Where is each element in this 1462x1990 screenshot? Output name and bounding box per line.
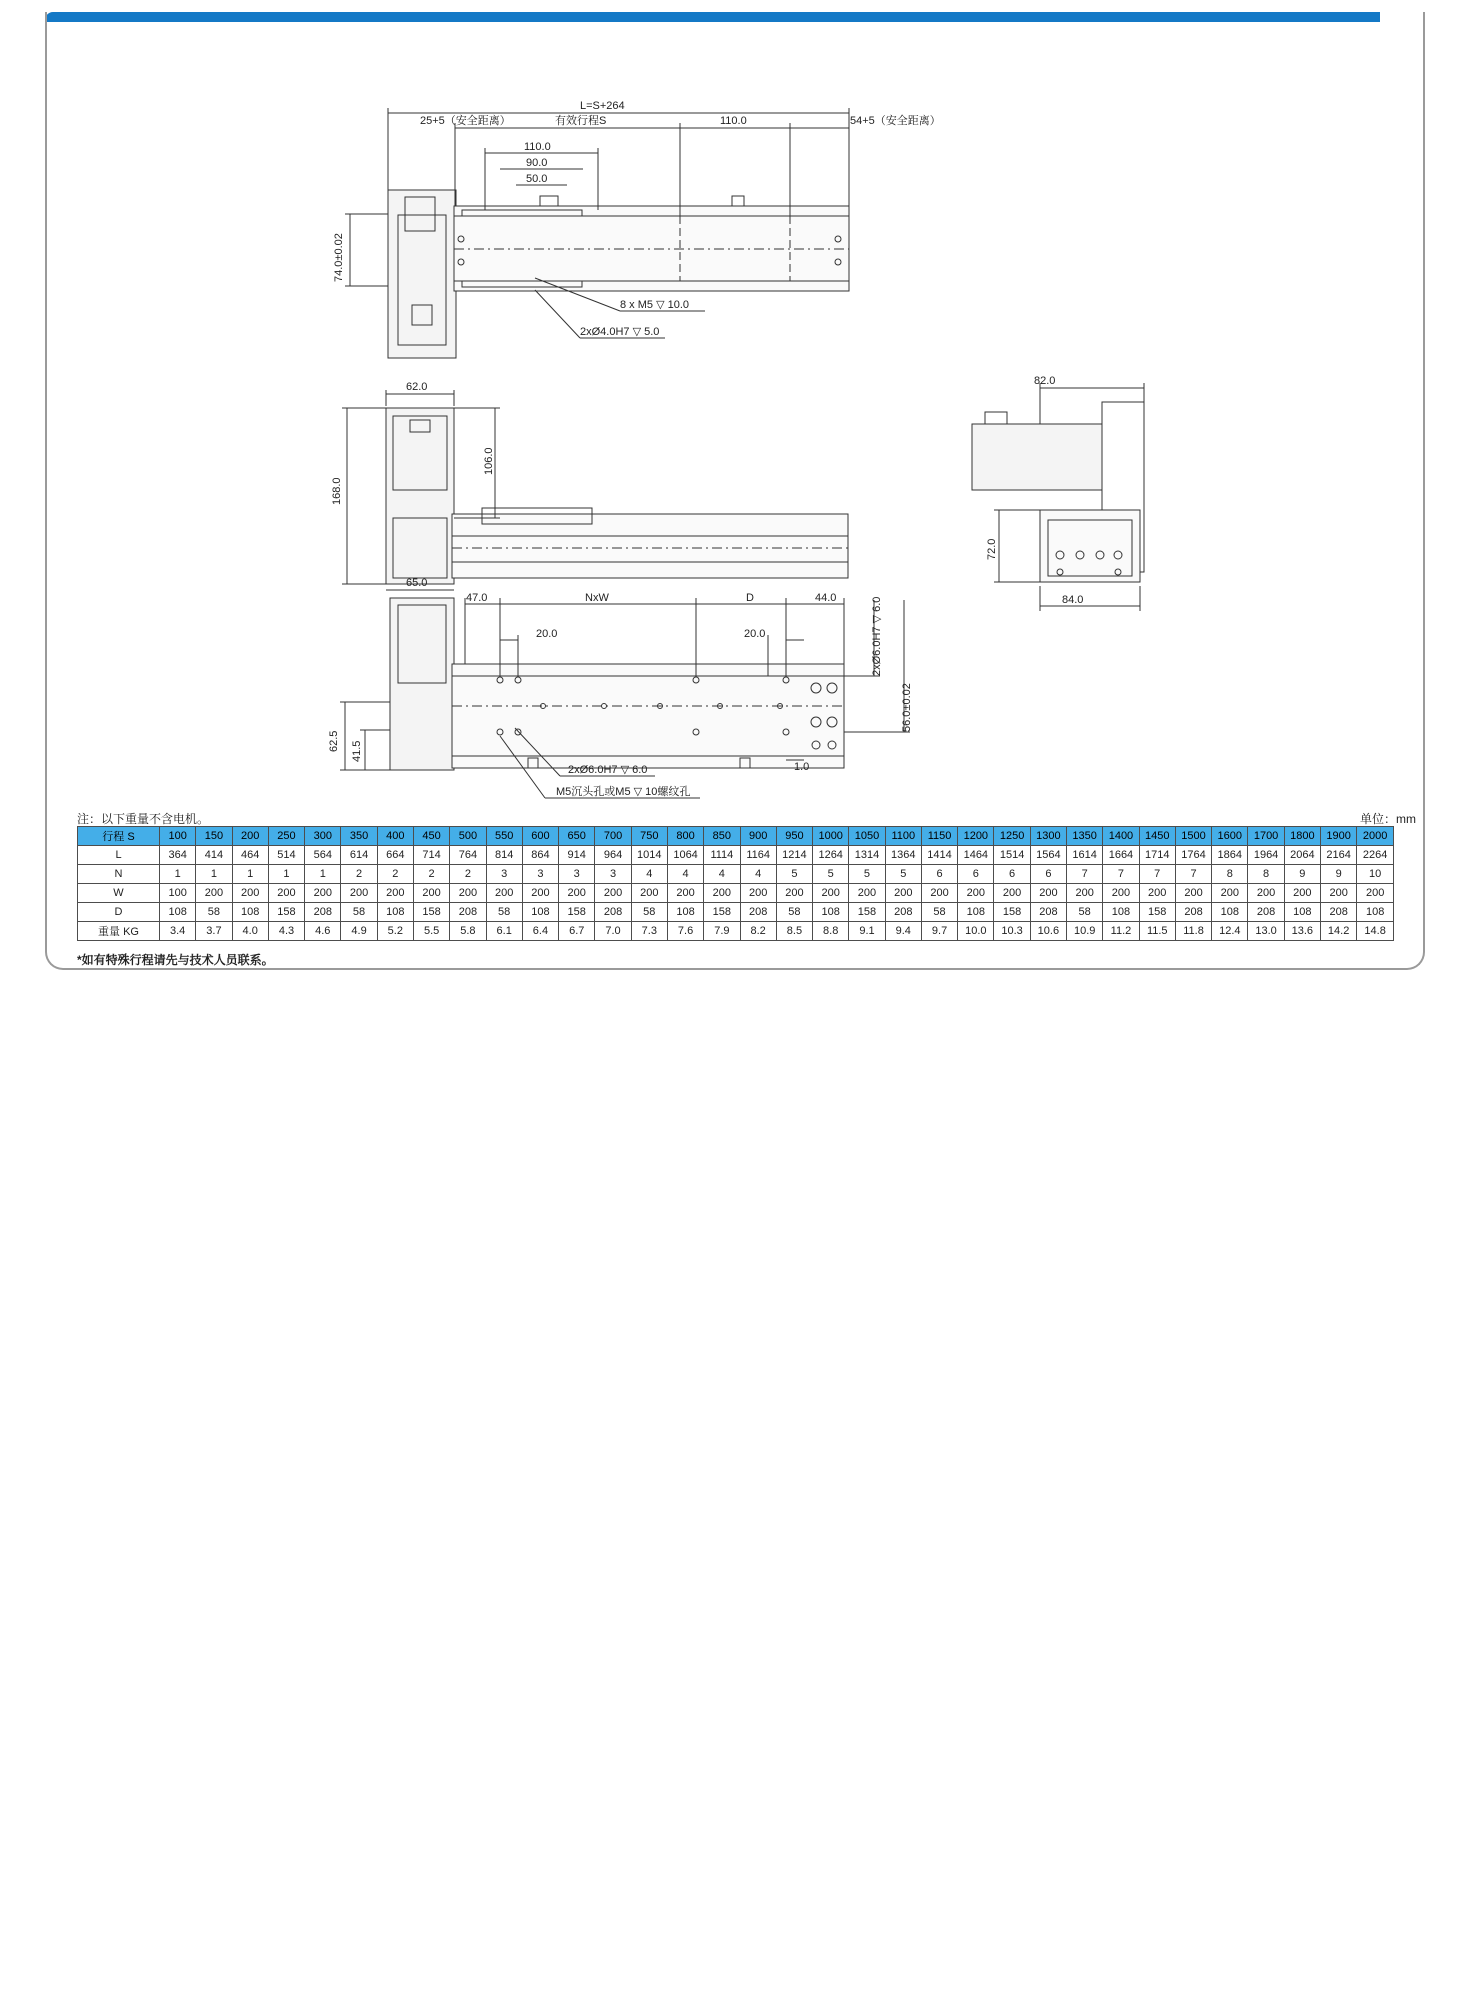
table-cell: 108 (1103, 903, 1139, 922)
table-cell: 108 (377, 903, 413, 922)
table-cell: 10.9 (1067, 922, 1103, 941)
page-title: 【RU 电机右上折】 (62, 30, 335, 65)
table-cell: 714 (413, 846, 449, 865)
dim-width-65: 65.0 (406, 577, 428, 589)
table-cell: 6.4 (522, 922, 558, 941)
table-cell: 200 (486, 884, 522, 903)
table-cell: 7.6 (667, 922, 703, 941)
table-cell: 58 (1067, 903, 1103, 922)
table-cell: 1014 (631, 846, 667, 865)
table-cell: 10.3 (994, 922, 1030, 941)
dim-width-84: 84.0 (1062, 594, 1084, 606)
table-header-cell: 700 (595, 827, 631, 846)
table-cell: 58 (776, 903, 812, 922)
dim-width-56: 56.0±0.02 (901, 683, 913, 732)
table-cell: 7 (1139, 865, 1175, 884)
table-header-cell: 1700 (1248, 827, 1284, 846)
table-cell: 414 (196, 846, 232, 865)
table-cell: 200 (522, 884, 558, 903)
table-cell: 208 (450, 903, 486, 922)
table-cell: 1 (232, 865, 268, 884)
table-cell: 4 (631, 865, 667, 884)
table-cell: 108 (160, 903, 196, 922)
table-cell: 200 (1357, 884, 1394, 903)
dim-height-168: 168.0 (331, 477, 343, 505)
table-header-cell: 1050 (849, 827, 885, 846)
table-cell: 8.8 (813, 922, 849, 941)
table-cell: 11.8 (1175, 922, 1211, 941)
table-cell: 1314 (849, 846, 885, 865)
table-header-cell: 650 (559, 827, 595, 846)
table-row (78, 846, 1394, 865)
table-cell: 158 (994, 903, 1030, 922)
table-cell: 208 (1030, 903, 1066, 922)
table-cell: 1264 (813, 846, 849, 865)
table-cell: 58 (196, 903, 232, 922)
table-cell: 200 (413, 884, 449, 903)
table-cell: 5.8 (450, 922, 486, 941)
table-cell: 7.9 (704, 922, 740, 941)
table-cell: 200 (305, 884, 341, 903)
table-cell: 4 (667, 865, 703, 884)
table-cell: 10.0 (958, 922, 994, 941)
table-header-cell: 600 (522, 827, 558, 846)
dim-47: 47.0 (466, 592, 488, 604)
table-header-cell: 300 (305, 827, 341, 846)
unit-note: 单位：mm (1360, 812, 1416, 826)
note-pin-holes-bottom: 2xØ6.0H7 ▽ 6.0 (568, 764, 648, 776)
table-header-cell: 150 (196, 827, 232, 846)
dim-50: 50.0 (526, 173, 548, 185)
table-header-cell: 1150 (921, 827, 957, 846)
table-cell: 200 (740, 884, 776, 903)
table-cell: 200 (849, 884, 885, 903)
table-cell: 7.0 (595, 922, 631, 941)
dim-d: D (746, 592, 754, 604)
table-cell: 8 (1248, 865, 1284, 884)
table-cell: 1764 (1175, 846, 1211, 865)
table-row (78, 865, 1394, 884)
table-cell: 5 (813, 865, 849, 884)
table-cell: 664 (377, 846, 413, 865)
table-cell: 614 (341, 846, 377, 865)
dim-1: 1.0 (794, 761, 810, 773)
table-cell: 1664 (1103, 846, 1139, 865)
table-row-label: N (78, 865, 160, 884)
table-cell: 208 (595, 903, 631, 922)
table-header-label: 行程 S (78, 827, 160, 846)
table-cell: 158 (849, 903, 885, 922)
table-cell: 10.6 (1030, 922, 1066, 941)
table-cell: 564 (305, 846, 341, 865)
table-cell: 964 (595, 846, 631, 865)
table-cell: 514 (268, 846, 304, 865)
table-cell: 158 (704, 903, 740, 922)
table-cell: 200 (667, 884, 703, 903)
table-cell: 7 (1175, 865, 1211, 884)
table-cell: 6.7 (559, 922, 595, 941)
table-cell: 1 (160, 865, 196, 884)
table-cell: 200 (1212, 884, 1248, 903)
table-cell: 8.2 (740, 922, 776, 941)
table-cell: 11.2 (1103, 922, 1139, 941)
table-cell: 208 (1321, 903, 1357, 922)
table-row-label: W (78, 884, 160, 903)
table-cell: 2264 (1357, 846, 1394, 865)
table-cell: 1114 (704, 846, 740, 865)
table-cell: 200 (1067, 884, 1103, 903)
table-cell: 58 (921, 903, 957, 922)
table-header-cell: 200 (232, 827, 268, 846)
table-header-cell: 1450 (1139, 827, 1175, 846)
table-cell: 13.0 (1248, 922, 1284, 941)
table-cell: 208 (1175, 903, 1211, 922)
table-header-cell: 900 (740, 827, 776, 846)
table-cell: 7 (1103, 865, 1139, 884)
table-cell: 4 (704, 865, 740, 884)
table-cell: 6 (958, 865, 994, 884)
table-cell: 208 (885, 903, 921, 922)
table-cell: 464 (232, 846, 268, 865)
dim-height-72: 72.0 (986, 538, 998, 560)
dim-20-right: 20.0 (744, 628, 766, 640)
table-cell: 7 (1067, 865, 1103, 884)
table-cell: 9 (1284, 865, 1320, 884)
table-row-label: L (78, 846, 160, 865)
table-cell: 1964 (1248, 846, 1284, 865)
table-cell: 200 (1175, 884, 1211, 903)
dim-width-82: 82.0 (1034, 375, 1056, 387)
table-cell: 5 (885, 865, 921, 884)
table-cell: 5.2 (377, 922, 413, 941)
table-cell: 13.6 (1284, 922, 1320, 941)
table-cell: 200 (776, 884, 812, 903)
table-cell: 2 (450, 865, 486, 884)
table-cell: 10 (1357, 865, 1394, 884)
table-cell: 4.9 (341, 922, 377, 941)
table-cell: 1514 (994, 846, 1030, 865)
table-header-cell: 1900 (1321, 827, 1357, 846)
dim-total-length: L=S+264 (580, 100, 625, 112)
table-header-cell: 450 (413, 827, 449, 846)
dim-height-106: 106.0 (483, 447, 495, 475)
technical-drawing (0, 0, 1462, 820)
table-cell: 200 (1103, 884, 1139, 903)
table-row-label: D (78, 903, 160, 922)
table-header-cell: 350 (341, 827, 377, 846)
table-header-cell: 1300 (1030, 827, 1066, 846)
table-cell: 9.4 (885, 922, 921, 941)
table-cell: 208 (740, 903, 776, 922)
dim-110: 110.0 (524, 141, 551, 153)
table-header-cell: 1400 (1103, 827, 1139, 846)
table-cell: 200 (268, 884, 304, 903)
table-row (78, 884, 1394, 903)
table-cell: 1364 (885, 846, 921, 865)
table-header-cell: 100 (160, 827, 196, 846)
table-cell: 6 (1030, 865, 1066, 884)
table-cell: 200 (196, 884, 232, 903)
table-cell: 200 (994, 884, 1030, 903)
table-header-cell: 2000 (1357, 827, 1394, 846)
table-cell: 158 (413, 903, 449, 922)
table-cell: 108 (232, 903, 268, 922)
table-cell: 200 (1248, 884, 1284, 903)
table-cell: 1464 (958, 846, 994, 865)
table-cell: 200 (885, 884, 921, 903)
table-header-cell: 250 (268, 827, 304, 846)
table-cell: 6.1 (486, 922, 522, 941)
table-cell: 2 (377, 865, 413, 884)
table-header-cell: 1000 (813, 827, 849, 846)
table-cell: 2064 (1284, 846, 1320, 865)
table-cell: 158 (268, 903, 304, 922)
table-cell: 158 (1139, 903, 1175, 922)
table-cell: 864 (522, 846, 558, 865)
table-header-cell: 500 (450, 827, 486, 846)
table-header-row (78, 827, 1394, 846)
table-cell: 158 (559, 903, 595, 922)
table-header-cell: 1200 (958, 827, 994, 846)
dim-width-62: 62.0 (406, 381, 428, 393)
table-cell: 1414 (921, 846, 957, 865)
table-cell: 200 (1284, 884, 1320, 903)
table-cell: 3 (522, 865, 558, 884)
table-cell: 208 (1248, 903, 1284, 922)
table-header-cell: 1100 (885, 827, 921, 846)
table-cell: 1614 (1067, 846, 1103, 865)
table-header-cell: 1800 (1284, 827, 1320, 846)
note-pin-holes: 2xØ4.0H7 ▽ 5.0 (580, 326, 660, 338)
table-row-label: 重量 KG (78, 922, 160, 941)
table-cell: 8 (1212, 865, 1248, 884)
table-row (78, 922, 1394, 941)
dim-height-41-5: 41.5 (351, 740, 363, 762)
dim-effective-stroke: 有效行程S (555, 115, 607, 127)
table-cell: 1864 (1212, 846, 1248, 865)
table-cell: 5 (849, 865, 885, 884)
table-cell: 4.6 (305, 922, 341, 941)
dim-block-length: 110.0 (720, 115, 747, 127)
table-cell: 200 (631, 884, 667, 903)
table-cell: 200 (1139, 884, 1175, 903)
note-counterbore: M5沉头孔或M5 ▽ 10螺纹孔 (556, 786, 691, 798)
dim-20-left: 20.0 (536, 628, 558, 640)
table-cell: 2 (341, 865, 377, 884)
note-tapped-holes: 8 x M5 ▽ 10.0 (620, 299, 689, 311)
dim-90: 90.0 (526, 157, 548, 169)
table-cell: 200 (813, 884, 849, 903)
table-cell: 914 (559, 846, 595, 865)
table-cell: 6 (994, 865, 1030, 884)
table-cell: 1164 (740, 846, 776, 865)
table-header-cell: 1350 (1067, 827, 1103, 846)
table-header-cell: 550 (486, 827, 522, 846)
table-cell: 14.2 (1321, 922, 1357, 941)
table-cell: 200 (921, 884, 957, 903)
dim-right-safety: 54+5（安全距离） (850, 115, 941, 127)
table-cell: 4.0 (232, 922, 268, 941)
table-header-cell: 800 (667, 827, 703, 846)
table-cell: 1 (268, 865, 304, 884)
table-cell: 12.4 (1212, 922, 1248, 941)
dim-height-74: 74.0±0.02 (333, 233, 345, 282)
spec-table (77, 826, 1394, 941)
table-header-cell: 850 (704, 827, 740, 846)
table-cell: 14.8 (1357, 922, 1394, 941)
table-cell: 1564 (1030, 846, 1066, 865)
table-cell: 108 (667, 903, 703, 922)
table-header-cell: 950 (776, 827, 812, 846)
table-header-cell: 750 (631, 827, 667, 846)
dim-left-safety: 25+5（安全距离） (420, 115, 511, 127)
table-cell: 200 (1030, 884, 1066, 903)
table-cell: 9 (1321, 865, 1357, 884)
table-cell: 1 (196, 865, 232, 884)
table-cell: 3 (595, 865, 631, 884)
table-cell: 108 (958, 903, 994, 922)
dim-height-62-5: 62.5 (328, 730, 340, 752)
weight-note: 注：以下重量不含电机。 (77, 812, 210, 826)
table-cell: 11.5 (1139, 922, 1175, 941)
note-pin-holes-side: 2xØ6.0H7 ▽ 6.0 (871, 596, 883, 676)
table-header-cell: 1250 (994, 827, 1030, 846)
table-cell: 3.4 (160, 922, 196, 941)
table-cell: 3 (486, 865, 522, 884)
dim-44: 44.0 (815, 592, 837, 604)
table-row (78, 903, 1394, 922)
table-cell: 200 (704, 884, 740, 903)
table-cell: 7.3 (631, 922, 667, 941)
table-cell: 4.3 (268, 922, 304, 941)
table-cell: 1714 (1139, 846, 1175, 865)
table-cell: 814 (486, 846, 522, 865)
table-cell: 3 (559, 865, 595, 884)
table-cell: 200 (559, 884, 595, 903)
table-cell: 200 (450, 884, 486, 903)
table-cell: 5.5 (413, 922, 449, 941)
special-stroke-footnote: *如有特殊行程请先与技术人员联系。 (77, 953, 274, 967)
table-cell: 1214 (776, 846, 812, 865)
table-cell: 2164 (1321, 846, 1357, 865)
table-cell: 5 (776, 865, 812, 884)
table-cell: 58 (631, 903, 667, 922)
table-cell: 108 (1212, 903, 1248, 922)
table-cell: 200 (377, 884, 413, 903)
table-cell: 9.7 (921, 922, 957, 941)
table-cell: 9.1 (849, 922, 885, 941)
table-cell: 1064 (667, 846, 703, 865)
table-cell: 8.5 (776, 922, 812, 941)
table-cell: 200 (958, 884, 994, 903)
table-cell: 1 (305, 865, 341, 884)
table-cell: 4 (740, 865, 776, 884)
table-cell: 764 (450, 846, 486, 865)
table-cell: 6 (921, 865, 957, 884)
table-cell: 58 (486, 903, 522, 922)
table-cell: 58 (341, 903, 377, 922)
table-cell: 3.7 (196, 922, 232, 941)
dim-nxw: NxW (585, 592, 609, 604)
table-header-cell: 400 (377, 827, 413, 846)
table-cell: 108 (522, 903, 558, 922)
table-cell: 100 (160, 884, 196, 903)
table-cell: 200 (232, 884, 268, 903)
table-cell: 208 (305, 903, 341, 922)
table-cell: 200 (1321, 884, 1357, 903)
table-cell: 200 (341, 884, 377, 903)
table-cell: 364 (160, 846, 196, 865)
table-header-cell: 1600 (1212, 827, 1248, 846)
table-cell: 200 (595, 884, 631, 903)
table-cell: 108 (813, 903, 849, 922)
table-cell: 108 (1284, 903, 1320, 922)
table-cell: 108 (1357, 903, 1394, 922)
table-cell: 2 (413, 865, 449, 884)
table-header-cell: 1500 (1175, 827, 1211, 846)
